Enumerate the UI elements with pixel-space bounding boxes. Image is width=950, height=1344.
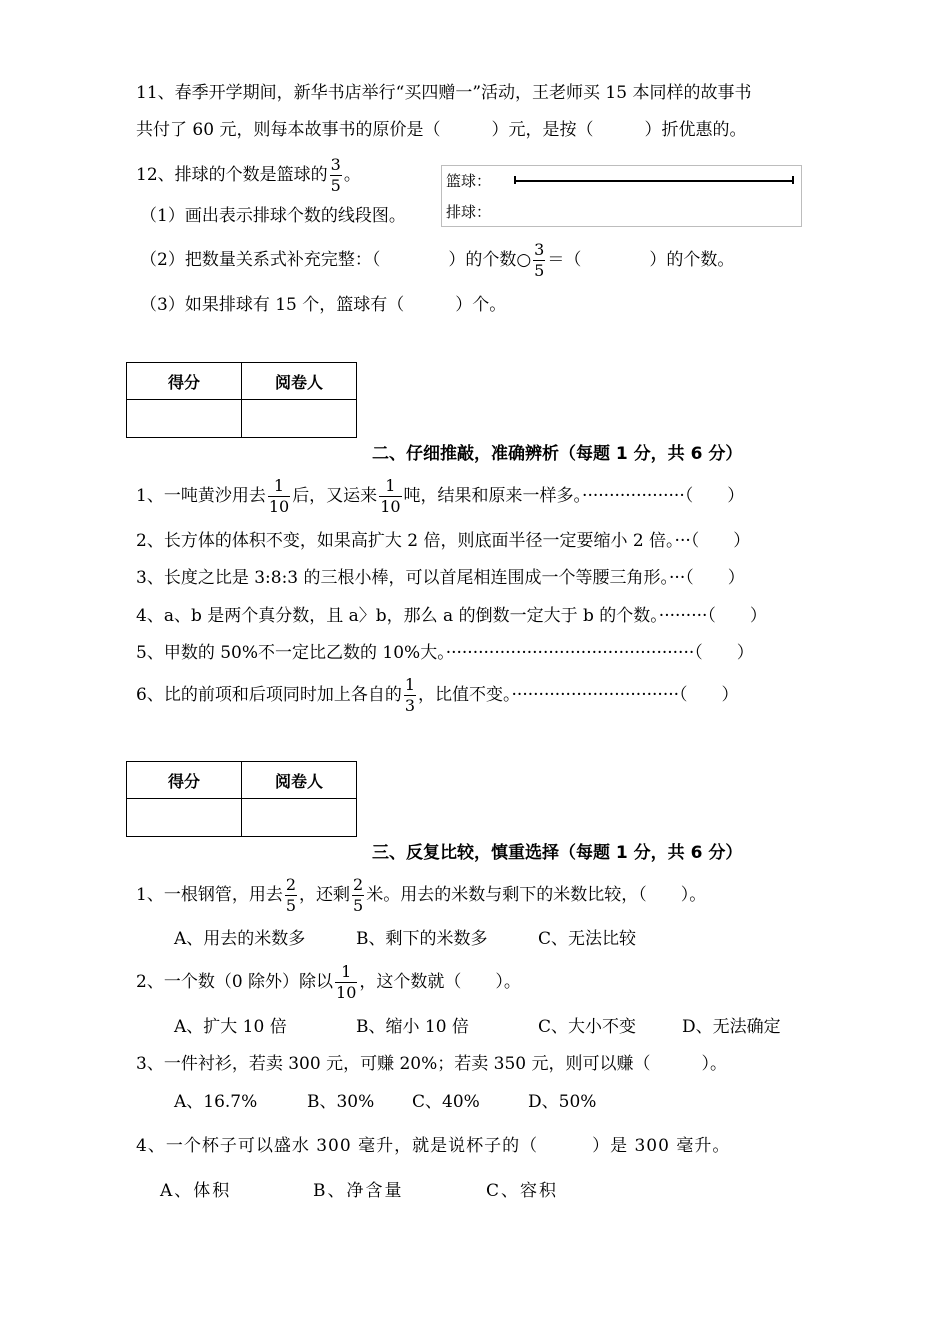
fraction: $\frac{2}{5}$ [353, 875, 364, 915]
s2-item-6: 6、比的前项和后项同时加上各自的 $\frac{1}{3}$ ，比值不变。·······························（ ） [136, 675, 739, 715]
q11-line1: 11、春季开学期间，新华书店举行“买四赠一”活动，王老师买 15 本同样的故事书 [136, 83, 752, 103]
option-b[interactable]: B、缩小 10 倍 [356, 1017, 469, 1037]
s2-item-2: 2、长方体的体积不变，如果高扩大 2 倍，则底面半径一定要缩小 2 倍。···（ ） [136, 531, 751, 551]
q12-stem: 12、排球的个数是篮球的 $\frac{3}{5}$ 。 [136, 155, 361, 195]
option-b[interactable]: B、30% [307, 1092, 375, 1112]
score-header: 得分 [127, 762, 242, 799]
option-c[interactable]: C、40% [412, 1092, 480, 1112]
option-c[interactable]: C、大小不变 [538, 1017, 637, 1037]
section2-title: 二、仔细推敲，准确辨析（每题 1 分，共 6 分） [372, 444, 743, 464]
q12-part1: （1）画出表示排球个数的线段图。 [140, 206, 406, 226]
score-cell[interactable] [127, 799, 242, 837]
s3-q1: 1、一根钢管，用去 $\frac{2}{5}$ ，还剩 $\frac{2}{5}$ 米。用去的米数与剩下的米数比较，（ ）。 [136, 875, 707, 915]
line-segment-diagram[interactable] [441, 165, 802, 227]
s2-item-4: 4、a、b 是两个真分数，且 a〉b，那么 a 的倒数一定大于 b 的个数。·········（ ） [136, 606, 767, 626]
option-d[interactable]: D、50% [528, 1092, 597, 1112]
s3-q2: 2、一个数（0 除外）除以 $\frac{1}{10}$ ，这个数就（ ）。 [136, 962, 521, 1002]
q12-part3: （3）如果排球有 15 个，篮球有（ ）个。 [140, 295, 507, 315]
grader-cell[interactable] [242, 799, 357, 837]
fraction: $\frac{1}{10}$ [380, 476, 401, 516]
q12-part2: （2）把数量关系式补充完整：（ ）的个数○ $\frac{3}{5}$ ＝（ ）的个数。 [140, 240, 735, 280]
volleyball-label: 排球： [446, 203, 492, 221]
s2-item-5: 5、甲数的 50%不一定比乙数的 10%大。··············································（ ） [136, 643, 754, 663]
grader-header: 阅卷人 [242, 363, 357, 400]
score-cell[interactable] [127, 400, 242, 438]
q11-line2: 共付了 60 元，则每本故事书的原价是（ ）元，是按（ ）折优惠的。 [136, 120, 747, 140]
fraction: $\frac{1}{3}$ [404, 675, 416, 715]
option-a[interactable]: A、扩大 10 倍 [174, 1017, 287, 1037]
grader-header: 阅卷人 [242, 762, 357, 799]
basketball-label: 篮球： [446, 172, 492, 190]
grader-cell[interactable] [242, 400, 357, 438]
option-b[interactable]: B、剩下的米数多 [356, 929, 488, 949]
score-header: 得分 [127, 363, 242, 400]
option-b[interactable]: B、净含量 [313, 1181, 404, 1201]
option-d[interactable]: D、无法确定 [682, 1017, 781, 1037]
option-c[interactable]: C、容积 [486, 1181, 559, 1201]
fraction: $\frac{3}{5}$ [534, 240, 545, 280]
s3-q3: 3、一件衬衫，若卖 300 元，可赚 20%；若卖 350 元，则可以赚（ ）。 [136, 1054, 728, 1074]
fraction: $\frac{2}{5}$ [285, 875, 297, 915]
s3-q4: 4、一个杯子可以盛水 300 毫升，就是说杯子的（ ）是 300 毫升。 [136, 1136, 731, 1156]
fraction: $\frac{1}{10}$ [336, 962, 357, 1002]
option-a[interactable]: A、体积 [160, 1181, 232, 1201]
score-table [126, 761, 357, 837]
fraction: $\frac{1}{10}$ [268, 476, 290, 516]
s2-item-1: 1、一吨黄沙用去 $\frac{1}{10}$ 后，又运来 $\frac{1}{10}$ 吨，结果和原来一样多。···················（ ） [136, 476, 745, 516]
option-a[interactable]: A、用去的米数多 [174, 929, 306, 949]
basketball-segment [514, 180, 794, 182]
option-a[interactable]: A、16.7% [174, 1092, 258, 1112]
section3-title: 三、反复比较，慎重选择（每题 1 分，共 6 分） [372, 843, 743, 863]
s2-item-3: 3、长度之比是 3:8:3 的三根小棒，可以首尾相连围成一个等腰三角形。···（ ） [136, 568, 745, 588]
option-c[interactable]: C、无法比较 [538, 929, 637, 949]
fraction: $\frac{3}{5}$ [330, 155, 341, 195]
q12-prefix: 12、排球的个数是篮球的 [136, 165, 328, 185]
score-table [126, 362, 357, 438]
